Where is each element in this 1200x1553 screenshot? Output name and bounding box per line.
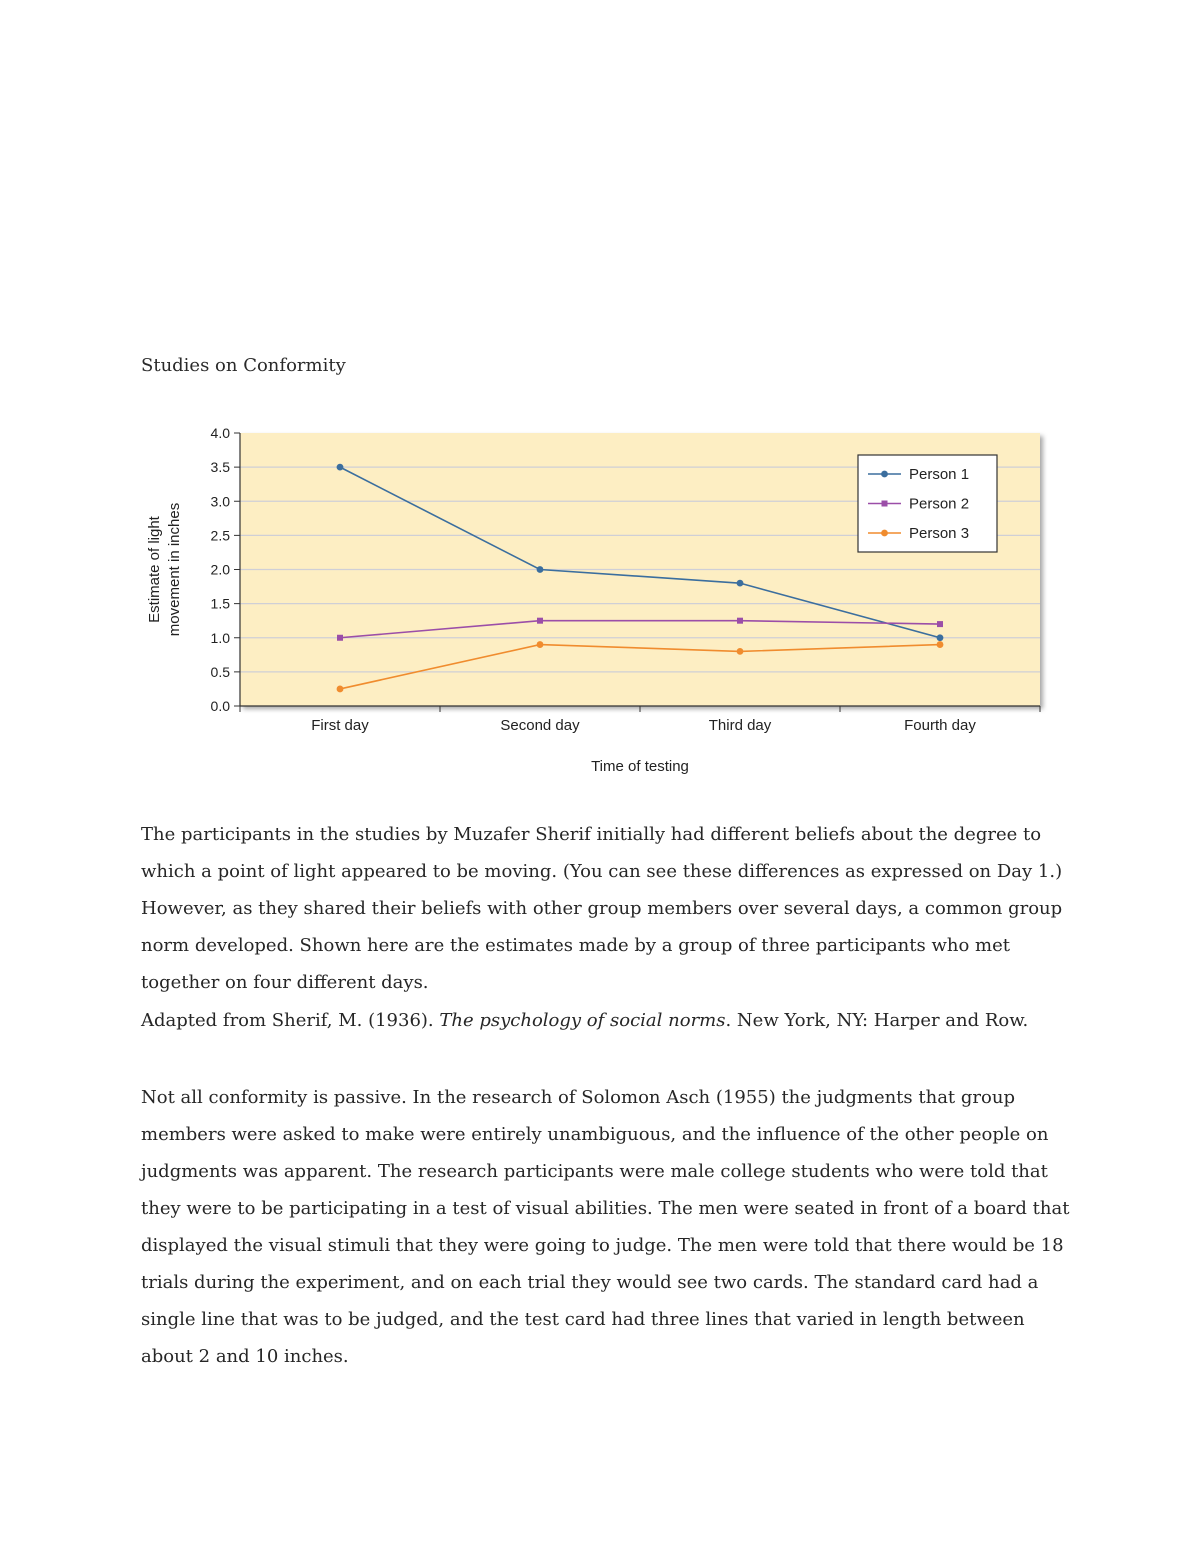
legend-marker — [881, 530, 888, 537]
data-point — [937, 621, 943, 627]
y-tick-label: 1.5 — [210, 595, 230, 612]
chart-svg — [140, 418, 1060, 788]
line-chart — [140, 418, 1060, 788]
page-heading: Studies on Conformity — [141, 355, 346, 376]
data-point — [737, 580, 744, 587]
citation-title: The psychology of social norms — [439, 1010, 726, 1031]
paragraph-sherif: The participants in the studies by Muzafer Sherif initially had different beliefs about the degree to which a point of light appeared to be moving. (You can see these differences as expressed on Day 1.) However, as they shared their beliefs with other group members over several days, a common group norm developed. Shown here are the estimates made by a group of three participants who met together on four different days. — [141, 824, 1063, 993]
legend-marker — [881, 471, 888, 478]
y-axis-title-line: movement in inches — [166, 502, 183, 637]
y-tick-label: 0.0 — [210, 698, 230, 714]
y-tick-label: 3.5 — [210, 459, 230, 476]
legend-layer — [858, 455, 997, 552]
y-tick-label: 3.0 — [210, 493, 230, 510]
citation-suffix: . New York, NY: Harper and Row. — [725, 1010, 1029, 1031]
data-point — [337, 686, 344, 693]
x-tick-label: First day — [311, 717, 369, 734]
legend-label: Person 1 — [909, 466, 970, 483]
y-tick-label: 1.0 — [210, 629, 230, 646]
y-tick-label: 2.5 — [210, 527, 230, 544]
data-point — [337, 635, 343, 641]
legend-label: Person 3 — [909, 525, 970, 542]
paragraph-asch: Not all conformity is passive. In the research of Solomon Asch (1955) the judgments that group members were asked to make were entirely unambiguous, and the influence of the other people on judgments was apparent. The research participants were male college students who were told that they were to be participating in a test of visual abilities. The men were seated in front of a board that displayed the visual stimuli that they were going to judge. The men were told that there would be 18 trials during the experiment, and on each trial they would see two cards. The standard card had a single line that was to be judged, and the test card had three lines that varied in length between about 2 and 10 inches. — [141, 1087, 1070, 1367]
data-point — [937, 641, 944, 648]
data-point — [537, 566, 544, 573]
legend-label: Person 2 — [909, 495, 970, 513]
y-tick-label: 2.0 — [210, 561, 230, 578]
data-point — [737, 648, 744, 655]
data-point — [737, 618, 743, 624]
legend-marker — [882, 501, 888, 507]
data-point — [337, 464, 344, 471]
y-axis-title-line: Estimate of light — [146, 516, 163, 623]
y-tick-label: 4.0 — [210, 425, 230, 441]
citation-prefix: Adapted from Sherif, M. (1936). — [141, 1010, 440, 1031]
y-tick-label: 0.5 — [210, 663, 230, 680]
x-axis-title: Time of testing — [591, 758, 689, 775]
x-tick-label: Third day — [708, 717, 772, 734]
x-tick-label: Fourth day — [904, 717, 976, 734]
data-point — [937, 634, 944, 641]
x-tick-label: Second day — [500, 717, 580, 734]
citation — [141, 1002, 1071, 1039]
data-point — [537, 641, 544, 648]
data-point — [537, 618, 543, 624]
